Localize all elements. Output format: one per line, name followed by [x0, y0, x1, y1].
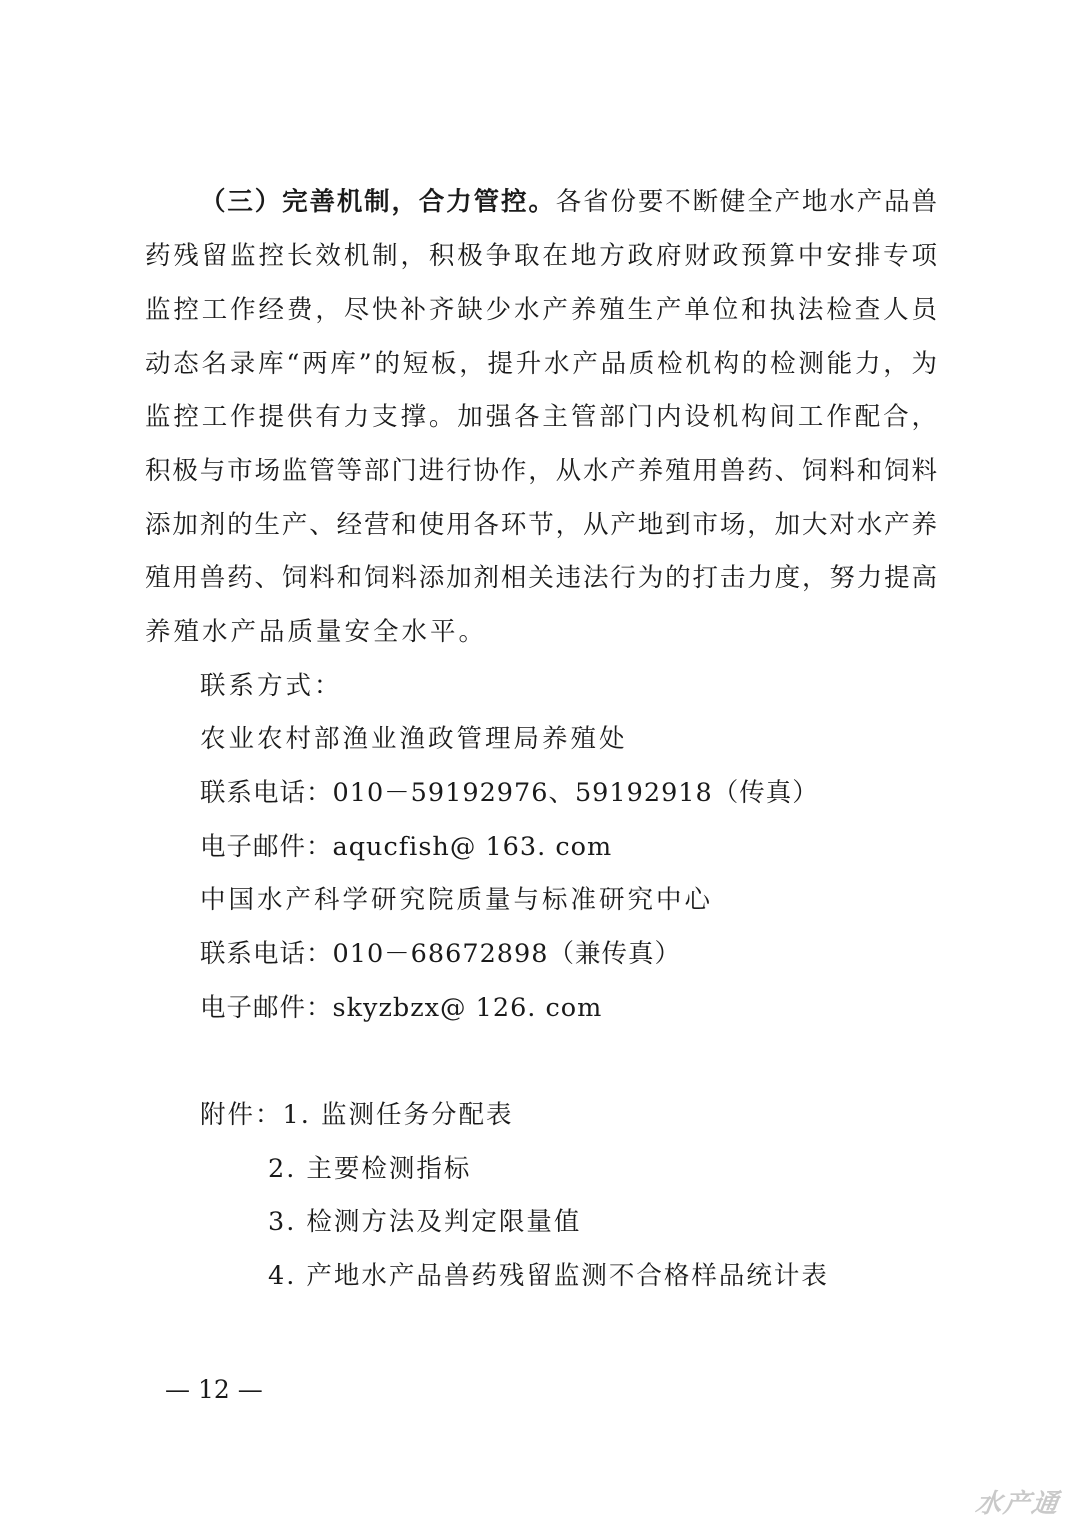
contact-org-1: 农业农村部渔业渔政管理局养殖处	[200, 724, 628, 754]
section-heading: （三）完善机制，合力管控。	[200, 187, 556, 217]
paragraph-text: 各省份要不断健全产地水产品兽	[555, 187, 937, 217]
attachment-item: 4. 产地水产品兽药残留监测不合格样品统计表	[268, 1261, 829, 1291]
paragraph-line-4: 动态名录库“两库”的短板，提升水产品质检机构的检测能力，为	[145, 349, 937, 379]
paragraph-line-2: 药残留监控长效机制，积极争取在地方政府财政预算中安排专项	[145, 241, 937, 271]
paragraph-line-9: 养殖水产品质量安全水平。	[145, 617, 488, 647]
attachment-item: 2. 主要检测指标	[268, 1154, 472, 1184]
paragraph-line-7: 添加剂的生产、经营和使用各环节，从产地到市场，加大对水产养	[145, 510, 937, 540]
page-number: — 12 —	[165, 1375, 263, 1404]
attachment-item: 3. 检测方法及判定限量值	[268, 1207, 582, 1237]
attachment-item: 1. 监测任务分配表	[282, 1100, 514, 1130]
attachment-line-1	[200, 1095, 940, 1135]
watermark-logo: 水产通	[973, 1489, 1062, 1519]
contact-email-1: 电子邮件：aqucfish@ 163. com	[200, 832, 613, 862]
paragraph-line-8: 殖用兽药、饲料和饲料添加剂相关违法行为的打击力度，努力提高	[145, 563, 937, 593]
contact-org-2: 中国水产科学研究院质量与标准研究中心	[200, 885, 714, 915]
paragraph-line-6: 积极与市场监管等部门进行协作，从水产养殖用兽药、饲料和饲料	[145, 456, 937, 486]
paragraph-line-5: 监控工作提供有力支撑。加强各主管部门内设机构间工作配合，	[145, 402, 937, 432]
paragraph-line-3: 监控工作经费，尽快补齐缺少水产养殖生产单位和执法检查人员	[145, 295, 937, 325]
attachment-label: 附件：	[200, 1100, 283, 1130]
contact-phone-1: 联系电话：010－59192976、59192918（传真）	[200, 778, 819, 808]
contact-email-2: 电子邮件：skyzbzx@ 126. com	[200, 993, 603, 1023]
contact-phone-2: 联系电话：010－68672898（兼传真）	[200, 939, 681, 969]
contact-heading: 联系方式：	[200, 671, 343, 701]
paragraph-line-1	[200, 182, 937, 222]
